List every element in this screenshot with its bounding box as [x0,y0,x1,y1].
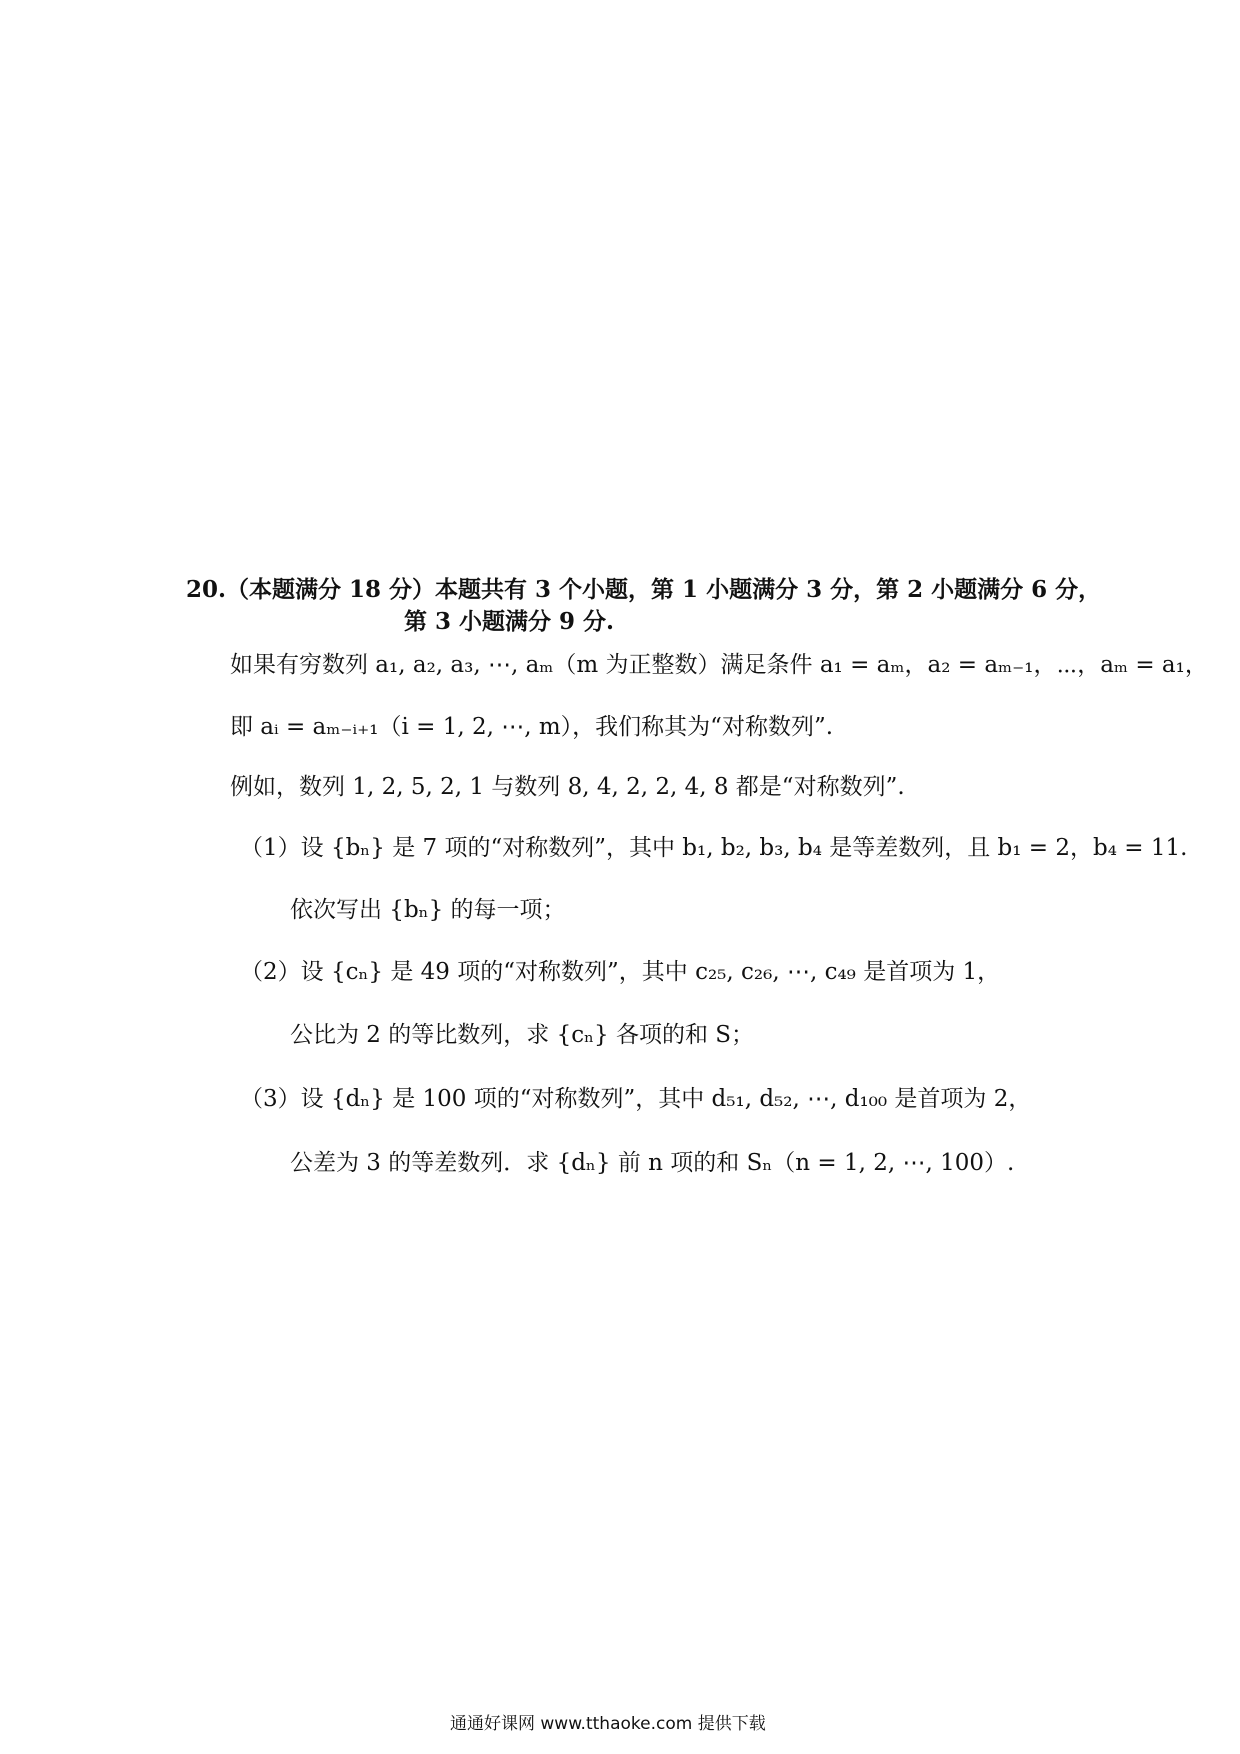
part-3-line-2: 公差为 3 的等差数列．求 {dₙ} 前 n 项的和 Sₙ（n = 1, 2, ⋯, 100）. [290,1150,1015,1176]
example-line: 例如，数列 1, 2, 5, 2, 1 与数列 8, 4, 2, 2, 4, 8 都是“对称数列”. [230,774,905,800]
problem-header-line-1: 20.（本题满分 18 分）本题共有 3 个小题，第 1 小题满分 3 分，第 2 小题满分 6 分， [186,576,1102,603]
part-1-line-2: 依次写出 {bₙ} 的每一项； [290,897,566,923]
problem-header-line-2: 第 3 小题满分 9 分. [404,608,615,635]
part-3-line-1: （3）设 {dₙ} 是 100 项的“对称数列”，其中 d₅₁, d₅₂, ⋯, d₁₀₀ 是首项为 2， [240,1086,1032,1112]
part-2-line-2: 公比为 2 的等比数列，求 {cₙ} 各项的和 S； [290,1022,755,1048]
definition-line-2: 即 aᵢ = aₘ₋ᵢ₊₁（i = 1, 2, ⋯, m），我们称其为“对称数列”. [230,714,834,740]
part-1-line-1: （1）设 {bₙ} 是 7 项的“对称数列”，其中 b₁, b₂, b₃, b₄ 是等差数列，且 b₁ = 2，b₄ = 11. [240,835,1188,861]
definition-line-1: 如果有穷数列 a₁, a₂, a₃, ⋯, aₘ（m 为正整数）满足条件 a₁ = aₘ，a₂ = aₘ₋₁，⋯，aₘ = a₁， [230,652,1208,678]
part-2-line-1: （2）设 {cₙ} 是 49 项的“对称数列”，其中 c₂₅, c₂₆, ⋯, c₄₉ 是首项为 1， [240,959,1001,985]
footer-watermark: 通通好课网 www.tthaoke.com 提供下载 [450,1714,766,1734]
